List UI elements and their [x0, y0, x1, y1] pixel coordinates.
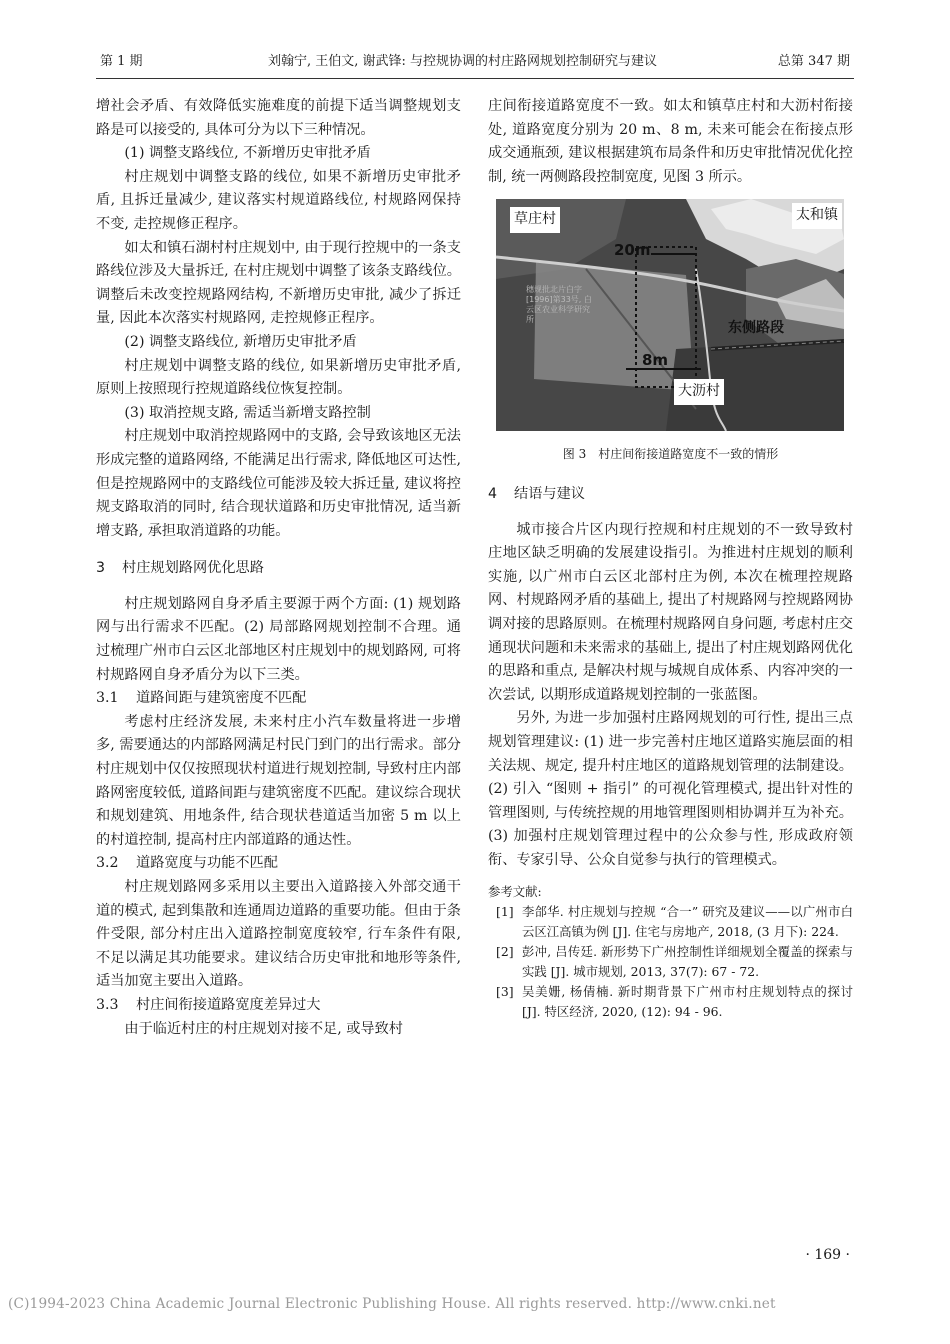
page-number: · 169 ·: [805, 1247, 850, 1263]
reference-number: [1]: [496, 904, 514, 920]
reference-item: [488, 942, 853, 982]
left-column: [96, 95, 461, 1041]
paragraph: 考虑村庄经济发展, 未来村庄小汽车数量将进一步增多, 需要通达的内部路网满足村民门到门的出行需求。部分村庄规划中仅仅按照现状村道进行规划控制, 导致村庄内部路网密度较低, 道路间距与建筑密度不匹配。建议综合现状和规划建筑、用地条件, 结合现状巷道适当加密 5 m 以上的村道控制, 提高村庄内部道路的通达性。: [96, 713, 461, 848]
figure-map: [496, 199, 844, 431]
paragraph: 村庄规划中取消控规路网中的支路, 会导致该地区无法形成完整的道路网络, 不能满足出行需求, 降低地区可达性, 但是控规路网中的支路线位可能涉及较大拆迁量, 建议将控规支路取消的同时, 结合现状道路和历史审批情况, 适当新增支路, 承担取消道路的功能。: [96, 428, 461, 539]
issue-number: 第 1 期: [100, 54, 143, 69]
map-width-8m: 8m: [642, 351, 669, 370]
references: [488, 882, 853, 1022]
reference-text: 彭冲, 吕传廷. 新形势下广州控制性详细规划全覆盖的探索与实践 [J]. 城市规划, 2013, 37(7): 67 - 72.: [522, 944, 853, 980]
subsection-title: 道路宽度与功能不匹配: [136, 855, 278, 872]
paragraph: 村庄规划路网自身矛盾主要源于两个方面: (1) 规划路网与出行需求不匹配。(2) 局部路网规划控制不合理。通过梳理广州市白云区北部地区村庄规划中的规划路网, 可将村规路网自身矛盾分为以下三类。: [96, 595, 461, 683]
copyright-watermark: (C)1994-2023 China Academic Journal Electronic Publishing House. All rights reserved. http://www.cnki.net: [8, 1296, 776, 1312]
map-label-caozhuang: 草庄村: [510, 207, 560, 233]
paragraph: 庄间衔接道路宽度不一致。如太和镇草庄村和大沥村衔接处, 道路宽度分别为 20 m、8 m, 未来可能会在衔接点形成交通瓶颈, 建议根据建筑布局条件和历史审批情况优化控制, 统一两侧路段控制宽度, 见图 3 所示。: [488, 98, 853, 185]
paragraph: 如太和镇石湖村村庄规划中, 由于现行控规中的一条支路线位涉及大量拆迁, 在村庄规划中调整了该条支路线位。调整后未改变控规路网结构, 不新增历史审批, 减少了拆迁量, 因此本次落实村规路网, 走控规修正程序。: [96, 239, 461, 327]
subsection-title: 道路间距与建筑密度不匹配: [136, 690, 307, 707]
subsection-heading: [96, 687, 461, 711]
subsection-number: 3.1: [96, 690, 119, 707]
paragraph: 城市接合片区内现行控规和村庄规划的不一致导致村庄地区缺乏明确的发展建设指引。为推进村庄规划的顺利实施, 以广州市白云区北部村庄为例, 本次在梳理控规路网、村规路网矛盾的基础上, 提出了村规路网与控规路网协调对接的思路原则。在梳理村规路网自身问题, 考虑村庄交通现状问题和未来需求的基础上, 提出了村庄规划路网优化的思路和重点, 是解决村规与城规自成体系、内容冲突的一次尝试, 以期形成道路规划控制的一张蓝图。: [488, 521, 853, 703]
subsection-number: 3.3: [96, 996, 119, 1013]
reference-item: [488, 902, 853, 942]
right-column: [488, 95, 853, 1022]
section-number: 3: [96, 560, 106, 577]
paragraph: 村庄规划路网多采用以主要出入道路接入外部交通干道的模式, 起到集散和连通周边道路的重要功能。但由于条件受限, 部分村庄出入道路控制宽度较窄, 行车条件有限, 不足以满足其功能要求。建议结合历史审批和地形等条件, 适当加宽主要出入道路。: [96, 879, 461, 990]
header-rule: [96, 78, 854, 79]
running-title: 刘翰宁, 王伯文, 谢武锋: 与控规协调的村庄路网规划控制研究与建议: [268, 54, 658, 69]
subsection-number: 3.2: [96, 855, 119, 872]
section-number: 4: [488, 485, 498, 502]
approval-stamp: 穗规批北片白字[1996]第33号, 白云区农业科学研究所: [526, 285, 592, 325]
subsection-heading: [96, 852, 461, 876]
map-width-20m: 20m: [614, 241, 651, 260]
section-heading: [96, 557, 461, 581]
running-header: [100, 50, 850, 72]
subsection-heading: [96, 994, 461, 1018]
section-title: 村庄规划路网优化思路: [122, 560, 264, 577]
figure-caption: 图 3 村庄间衔接道路宽度不一致的情形: [562, 447, 779, 462]
section-title: 结语与建议: [514, 485, 585, 502]
paragraph: 另外, 为进一步加强村庄路网规划的可行性, 提出三点规划管理建议: (1) 进一步完善村庄地区道路实施层面的相关法规、规定, 提升村庄地区的道路规划管理的法制建设。(2) 引入 “图则 + 指引” 的可视化管理模式, 提出针对性的管理图则, 与传统控规的用地管理图则相协调并互为补充。(3) 加强村庄规划管理过程中的公众参与性, 形成政府领衔、专家引导、公众自觉参与执行的管理模式。: [488, 710, 853, 868]
reference-number: [2]: [496, 944, 514, 960]
paragraph: 村庄规划中调整支路的线位, 如果不新增历史审批矛盾, 且拆迁量减少, 建议落实村规道路线位, 村规路网保持不变, 走控规修正程序。: [96, 168, 461, 232]
reference-number: [3]: [496, 984, 514, 1000]
map-label-dali: 大沥村: [674, 379, 724, 405]
section-heading: [488, 483, 853, 507]
map-label-taihe: 太和镇: [792, 203, 842, 229]
total-issue: 总第 347 期: [777, 54, 850, 69]
reference-text: 李郃华. 村庄规划与控规 “合一” 研究及建议——以广州市白云区江高镇为例 [J]. 住宅与房地产, 2018, (3 月下): 224.: [522, 904, 853, 940]
reference-item: [488, 982, 853, 1022]
map-label-east-segment: 东侧路段: [728, 320, 784, 337]
paragraph: 增社会矛盾、有效降低实施难度的前提下适当调整规划支路是可以接受的, 具体可分为以下三种情况。: [96, 98, 461, 138]
list-heading: (1) 调整支路线位, 不新增历史审批矛盾: [124, 145, 371, 162]
references-title: 参考文献:: [488, 884, 542, 900]
paragraph: 由于临近村庄的村庄规划对接不足, 或导致村: [124, 1020, 403, 1037]
list-heading: (2) 调整支路线位, 新增历史审批矛盾: [124, 333, 357, 350]
reference-text: 吴美姗, 杨倩楠. 新时期背景下广州市村庄规划特点的探讨 [J]. 特区经济, 2020, (12): 94 - 96.: [522, 984, 853, 1020]
list-heading: (3) 取消控规支路, 需适当新增支路控制: [124, 404, 371, 421]
subsection-title: 村庄间衔接道路宽度差异过大: [136, 996, 321, 1013]
paragraph: 村庄规划中调整支路的线位, 如果新增历史审批矛盾, 原则上按照现行控规道路线位恢复控制。: [96, 357, 461, 398]
